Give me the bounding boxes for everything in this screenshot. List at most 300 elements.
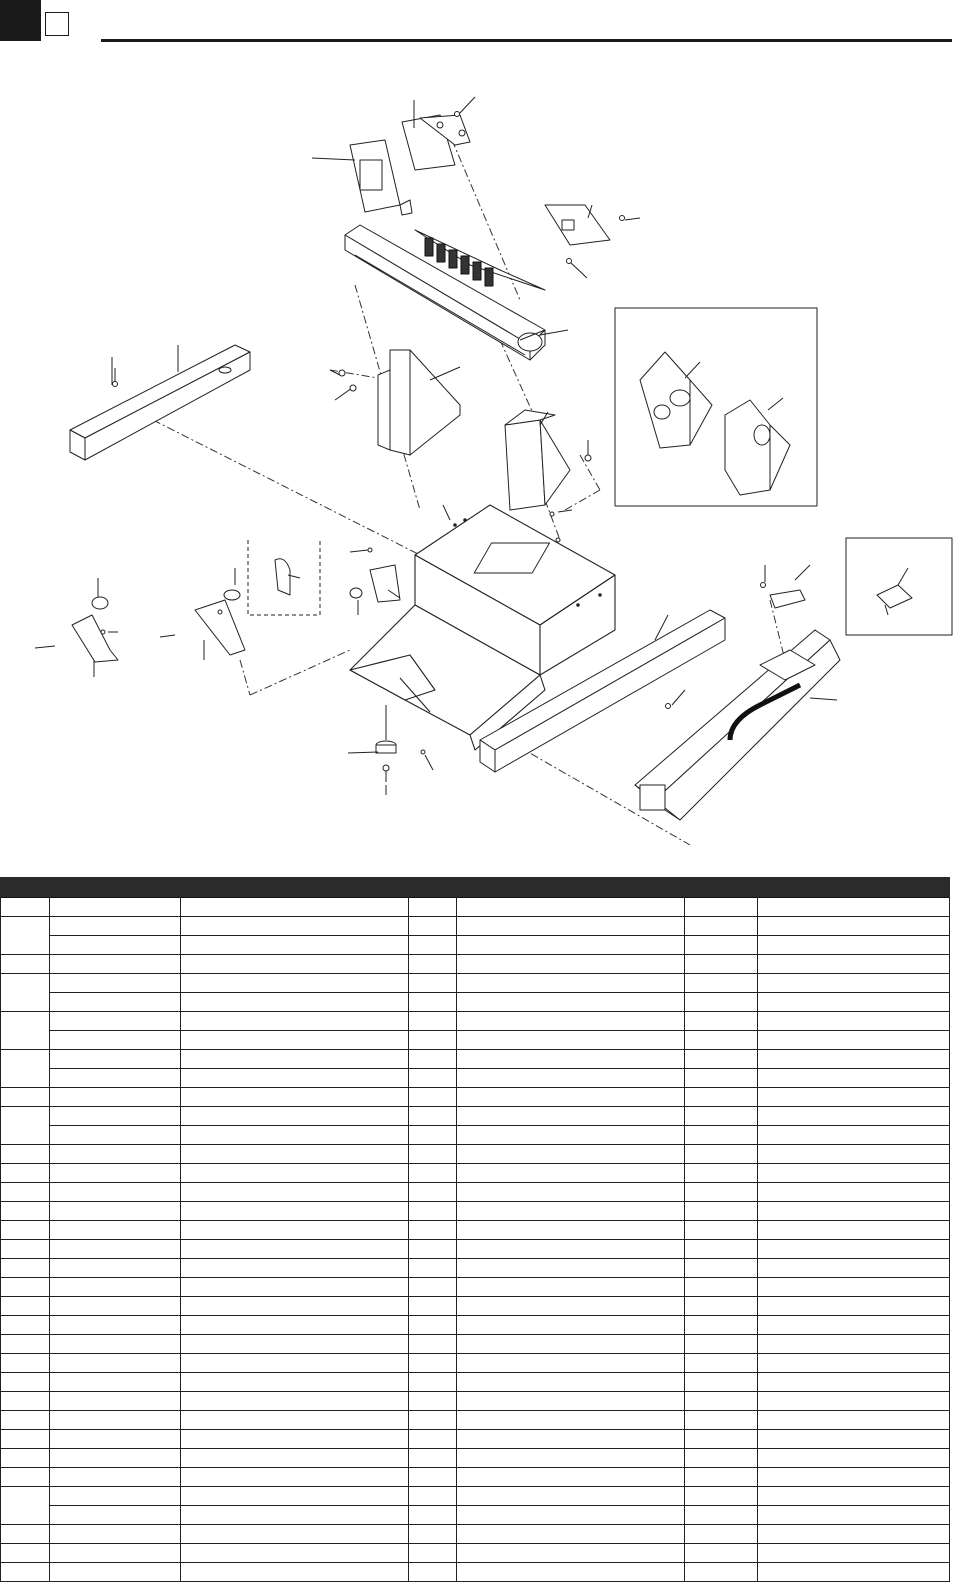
table-cell [181, 1221, 409, 1240]
table-cell [50, 1012, 181, 1031]
table-cell [50, 1392, 181, 1411]
table-cell [409, 936, 457, 955]
table-cell [409, 1373, 457, 1392]
upper-actuator [345, 225, 545, 360]
table-cell [685, 1563, 758, 1582]
table-cell [457, 1202, 685, 1221]
table-cell [758, 898, 950, 917]
table-cell [181, 898, 409, 917]
table-cell [409, 917, 457, 936]
table-cell [181, 1430, 409, 1449]
header-cell [685, 877, 758, 898]
table-cell [1, 1335, 50, 1354]
table-cell [1, 1278, 50, 1297]
table-cell [1, 1297, 50, 1316]
table-cell [50, 1145, 181, 1164]
table-cell [758, 1069, 950, 1088]
table-cell [50, 1316, 181, 1335]
table-cell [1, 1354, 50, 1373]
table-row [1, 1468, 950, 1487]
table-cell [1, 1316, 50, 1335]
table-cell [409, 1126, 457, 1145]
table-cell [685, 1221, 758, 1240]
table-cell [457, 1278, 685, 1297]
table-cell [50, 1411, 181, 1430]
table-cell [1, 1449, 50, 1468]
table-cell [409, 1392, 457, 1411]
table-cell [181, 1107, 409, 1126]
table-cell [457, 1145, 685, 1164]
table-row [1, 1031, 950, 1050]
table-cell [181, 1525, 409, 1544]
table-cell [758, 1411, 950, 1430]
inset-bracket-box [615, 308, 817, 506]
table-row [1, 955, 950, 974]
table-cell [685, 993, 758, 1012]
table-cell [457, 1335, 685, 1354]
table-cell [457, 1088, 685, 1107]
table-cell [1, 955, 50, 974]
table-row [1, 1259, 950, 1278]
table-cell [758, 1373, 950, 1392]
table-cell [758, 974, 950, 993]
table-cell [457, 1354, 685, 1373]
table-cell [457, 1126, 685, 1145]
table-cell [181, 1563, 409, 1582]
table-cell [685, 1069, 758, 1088]
table-cell [181, 1012, 409, 1031]
table-cell [685, 1373, 758, 1392]
table-cell [685, 1392, 758, 1411]
table-cell [457, 1411, 685, 1430]
table-row [1, 1183, 950, 1202]
table-cell [1, 917, 50, 955]
table-cell [758, 1506, 950, 1525]
table-cell [457, 1449, 685, 1468]
table-cell [457, 1525, 685, 1544]
table-cell [457, 1259, 685, 1278]
table-cell [1, 1563, 50, 1582]
table-cell [409, 1145, 457, 1164]
table-cell [457, 936, 685, 955]
table-cell [685, 1297, 758, 1316]
table-cell [457, 1392, 685, 1411]
table-cell [181, 955, 409, 974]
table-cell [50, 974, 181, 993]
table-cell [685, 1468, 758, 1487]
table-cell [1, 1107, 50, 1145]
table-cell [457, 1069, 685, 1088]
header-cell [181, 877, 409, 898]
table-cell [1, 1468, 50, 1487]
page-header [0, 0, 954, 45]
table-cell [685, 1012, 758, 1031]
table-cell [50, 1164, 181, 1183]
table-row [1, 1563, 950, 1582]
table-cell [758, 1316, 950, 1335]
table-cell [685, 1031, 758, 1050]
table-row [1, 1069, 950, 1088]
table-row [1, 1525, 950, 1544]
table-cell [181, 917, 409, 936]
header-cell [758, 877, 950, 898]
table-cell [181, 1335, 409, 1354]
table-cell [181, 1354, 409, 1373]
table-cell [409, 1202, 457, 1221]
table-cell [1, 1392, 50, 1411]
table-cell [1, 1544, 50, 1563]
table-row [1, 1544, 950, 1563]
table-cell [50, 1487, 181, 1506]
table-cell [758, 917, 950, 936]
table-cell [50, 1221, 181, 1240]
table-cell [1, 1373, 50, 1392]
table-cell [50, 1069, 181, 1088]
table-cell [181, 1316, 409, 1335]
table-cell [50, 1354, 181, 1373]
table-cell [409, 1278, 457, 1297]
table-cell [685, 1411, 758, 1430]
table-cell [181, 1202, 409, 1221]
table-cell [685, 1126, 758, 1145]
table-row [1, 1107, 950, 1126]
table-cell [758, 1012, 950, 1031]
table-cell [758, 1107, 950, 1126]
table-cell [457, 1183, 685, 1202]
table-cell [181, 974, 409, 993]
table-cell [758, 1468, 950, 1487]
table-cell [758, 1354, 950, 1373]
table-cell [50, 1259, 181, 1278]
table-cell [758, 1430, 950, 1449]
table-cell [181, 1392, 409, 1411]
table-cell [409, 1563, 457, 1582]
table-cell [758, 1335, 950, 1354]
table-cell [181, 1449, 409, 1468]
table-cell [758, 1392, 950, 1411]
table-cell [1, 974, 50, 1012]
table-cell [1, 1202, 50, 1221]
table-cell [758, 1563, 950, 1582]
section-tab [0, 0, 41, 41]
table-row [1, 1506, 950, 1525]
table-cell [457, 1297, 685, 1316]
table-cell [758, 1259, 950, 1278]
table-cell [409, 1107, 457, 1126]
table-cell [50, 898, 181, 917]
table-cell [409, 1316, 457, 1335]
table-cell [685, 955, 758, 974]
table-cell [758, 955, 950, 974]
table-cell [685, 1088, 758, 1107]
table-cell [1, 1050, 50, 1088]
table-row [1, 1221, 950, 1240]
table-cell [685, 1506, 758, 1525]
table-cell [50, 1525, 181, 1544]
table-cell [1, 1487, 50, 1525]
header-cell [1, 877, 50, 898]
table-cell [758, 1164, 950, 1183]
table-cell [1, 1525, 50, 1544]
table-cell [50, 1544, 181, 1563]
table-cell [685, 1278, 758, 1297]
table-row [1, 917, 950, 936]
table-cell [685, 1145, 758, 1164]
table-cell [685, 1240, 758, 1259]
table-row [1, 1012, 950, 1031]
table-cell [50, 917, 181, 936]
table-cell [181, 1088, 409, 1107]
table-cell [50, 1449, 181, 1468]
table-cell [50, 1468, 181, 1487]
table-cell [457, 1468, 685, 1487]
table-cell [409, 1240, 457, 1259]
table-row [1, 1411, 950, 1430]
table-cell [409, 1031, 457, 1050]
table-cell [457, 1221, 685, 1240]
table-cell [758, 1088, 950, 1107]
table-cell [457, 955, 685, 974]
table-cell [181, 1544, 409, 1563]
table-cell [181, 1031, 409, 1050]
table-row [1, 1316, 950, 1335]
table-cell [1, 1145, 50, 1164]
table-cell [181, 1411, 409, 1430]
table-cell [758, 1487, 950, 1506]
table-row [1, 936, 950, 955]
table-cell [50, 1297, 181, 1316]
table-cell [409, 1525, 457, 1544]
table-header-row [1, 877, 950, 898]
table-cell [181, 1278, 409, 1297]
table-cell [181, 936, 409, 955]
parts-table-body [1, 898, 950, 1582]
table-cell [457, 1107, 685, 1126]
table-cell [758, 1145, 950, 1164]
table-cell [409, 1297, 457, 1316]
table-cell [457, 1373, 685, 1392]
table-cell [409, 1335, 457, 1354]
table-cell [409, 1354, 457, 1373]
table-cell [758, 1031, 950, 1050]
table-cell [409, 1221, 457, 1240]
table-cell [457, 1506, 685, 1525]
table-cell [685, 1259, 758, 1278]
table-cell [181, 1259, 409, 1278]
table-row [1, 1430, 950, 1449]
table-row [1, 1164, 950, 1183]
table-cell [409, 1012, 457, 1031]
table-cell [685, 1430, 758, 1449]
table-cell [50, 1278, 181, 1297]
table-cell [50, 936, 181, 955]
header-cell [457, 877, 685, 898]
table-cell [685, 1354, 758, 1373]
table-cell [409, 955, 457, 974]
table-cell [685, 1316, 758, 1335]
table-cell [457, 1031, 685, 1050]
table-cell [1, 1012, 50, 1050]
table-row [1, 1297, 950, 1316]
table-cell [758, 993, 950, 1012]
table-cell [50, 1202, 181, 1221]
header-rule [101, 39, 952, 42]
top-plates [350, 115, 610, 245]
table-row [1, 898, 950, 917]
table-cell [457, 1544, 685, 1563]
table-cell [50, 1506, 181, 1525]
table-cell [1, 1088, 50, 1107]
table-cell [50, 1183, 181, 1202]
table-cell [409, 1430, 457, 1449]
table-cell [685, 917, 758, 936]
header-cell [50, 877, 181, 898]
table-cell [457, 1164, 685, 1183]
table-cell [181, 1487, 409, 1506]
table-cell [758, 1050, 950, 1069]
parts-table [0, 877, 950, 1582]
table-cell [409, 1411, 457, 1430]
table-cell [457, 917, 685, 936]
table-cell [685, 974, 758, 993]
table-row [1, 1449, 950, 1468]
table-cell [50, 1430, 181, 1449]
table-cell [685, 1544, 758, 1563]
table-cell [181, 1145, 409, 1164]
table-cell [758, 1525, 950, 1544]
table-cell [181, 1506, 409, 1525]
table-cell [409, 1259, 457, 1278]
table-row [1, 1202, 950, 1221]
table-cell [50, 1050, 181, 1069]
table-row [1, 1487, 950, 1506]
table-cell [457, 974, 685, 993]
table-row [1, 1373, 950, 1392]
table-cell [409, 1449, 457, 1468]
table-cell [685, 1487, 758, 1506]
table-row [1, 1278, 950, 1297]
table-cell [685, 936, 758, 955]
table-row [1, 1392, 950, 1411]
table-cell [457, 898, 685, 917]
table-cell [181, 993, 409, 1012]
table-cell [50, 955, 181, 974]
table-cell [457, 1487, 685, 1506]
table-cell [685, 1164, 758, 1183]
table-cell [457, 1050, 685, 1069]
table-cell [50, 1373, 181, 1392]
table-cell [181, 1240, 409, 1259]
table-cell [1, 1164, 50, 1183]
table-cell [1, 1183, 50, 1202]
table-cell [685, 1050, 758, 1069]
table-cell [181, 1126, 409, 1145]
table-cell [50, 1240, 181, 1259]
table-cell [1, 1430, 50, 1449]
table-cell [181, 1468, 409, 1487]
left-beam [70, 345, 250, 460]
table-cell [409, 1088, 457, 1107]
table-cell [409, 1468, 457, 1487]
table-cell [409, 1506, 457, 1525]
exploded-parts-diagram [0, 45, 954, 855]
table-cell [50, 1107, 181, 1126]
table-cell [409, 1164, 457, 1183]
table-row [1, 974, 950, 993]
table-cell [1, 1259, 50, 1278]
table-cell [1, 1411, 50, 1430]
table-row [1, 1126, 950, 1145]
table-cell [181, 1050, 409, 1069]
table-row [1, 1354, 950, 1373]
table-cell [457, 1563, 685, 1582]
table-cell [685, 1335, 758, 1354]
table-cell [409, 1544, 457, 1563]
table-cell [685, 1525, 758, 1544]
table-cell [409, 1487, 457, 1506]
table-cell [181, 1069, 409, 1088]
table-cell [50, 1031, 181, 1050]
table-cell [50, 1126, 181, 1145]
table-cell [457, 1240, 685, 1259]
table-cell [758, 1278, 950, 1297]
center-brackets [378, 350, 570, 510]
table-cell [50, 1563, 181, 1582]
table-cell [181, 1164, 409, 1183]
table-cell [409, 993, 457, 1012]
table-cell [685, 1107, 758, 1126]
table-cell [181, 1297, 409, 1316]
table-cell [409, 898, 457, 917]
table-cell [758, 1297, 950, 1316]
table-cell [758, 1544, 950, 1563]
table-cell [758, 1202, 950, 1221]
table-cell [1, 898, 50, 917]
table-cell [758, 1126, 950, 1145]
header-cell [409, 877, 457, 898]
table-cell [457, 1012, 685, 1031]
table-cell [50, 993, 181, 1012]
left-small-parts [35, 565, 400, 662]
section-box [45, 12, 69, 36]
table-row [1, 1240, 950, 1259]
table-cell [457, 1430, 685, 1449]
table-cell [409, 1069, 457, 1088]
table-cell [758, 1183, 950, 1202]
table-cell [685, 1449, 758, 1468]
table-cell [1, 1240, 50, 1259]
table-cell [457, 993, 685, 1012]
table-cell [50, 1088, 181, 1107]
table-row [1, 993, 950, 1012]
table-cell [409, 1183, 457, 1202]
table-row [1, 1335, 950, 1354]
table-cell [685, 1183, 758, 1202]
table-cell [181, 1373, 409, 1392]
table-cell [685, 898, 758, 917]
table-cell [457, 1316, 685, 1335]
table-cell [685, 1202, 758, 1221]
table-cell [758, 1221, 950, 1240]
table-cell [409, 1050, 457, 1069]
table-cell [50, 1335, 181, 1354]
table-cell [409, 974, 457, 993]
table-cell [758, 936, 950, 955]
table-row [1, 1088, 950, 1107]
table-cell [758, 1449, 950, 1468]
table-row [1, 1145, 950, 1164]
table-cell [181, 1183, 409, 1202]
